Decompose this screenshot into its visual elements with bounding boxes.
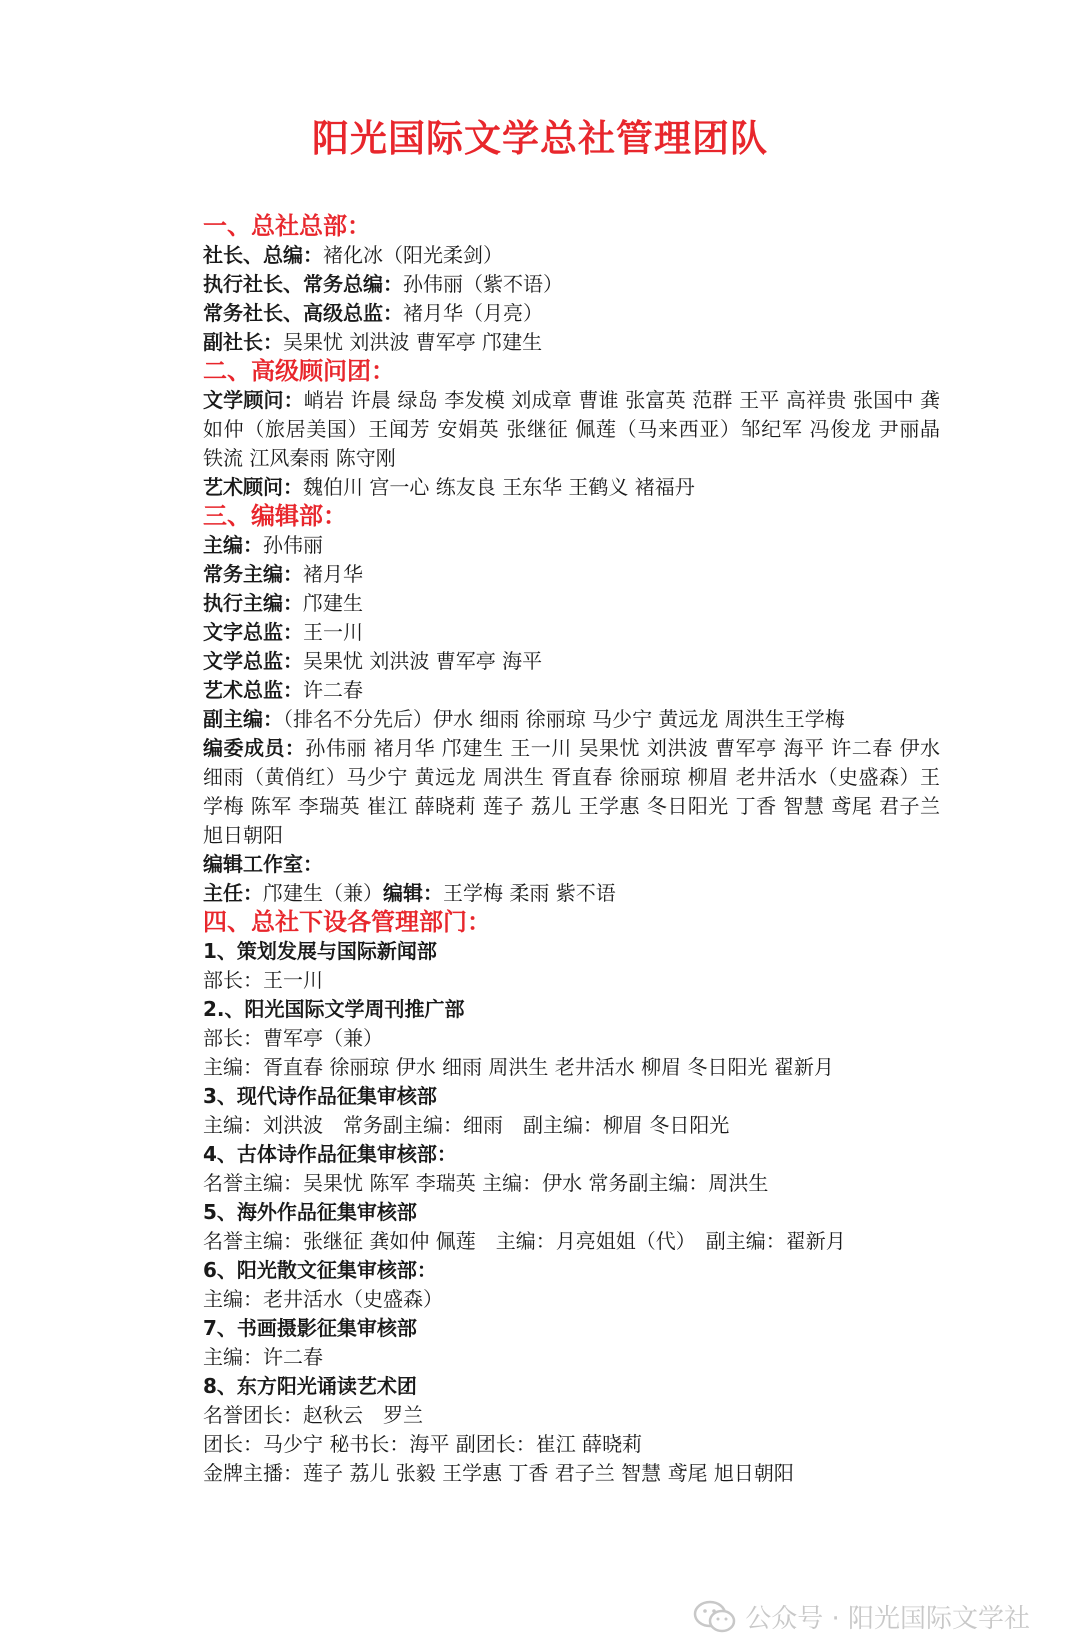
department-line: 名誉团长：赵秋云 罗兰 — [203, 1403, 423, 1427]
department-title: 8、东方阳光诵读艺术团 — [203, 1374, 417, 1398]
department-line: 主编：胥直春 徐丽琼 伊水 细雨 周洪生 老井活水 柳眉 冬日阳光 翟新月 — [203, 1055, 834, 1079]
editorial-line: 文学总监：吴果忧 刘洪波 曹军亭 海平 — [203, 649, 543, 673]
department-title: 7、书画摄影征集审核部 — [203, 1316, 417, 1340]
department-line: 部长：王一川 — [203, 968, 323, 992]
editorial-line: 执行主编：邝建生 — [203, 591, 363, 615]
department-line: 部长：曹军亭（兼） — [203, 1026, 383, 1050]
editorial-line: 文字总监：王一川 — [203, 620, 363, 644]
document-body — [203, 212, 943, 1488]
department-title: 5、海外作品征集审核部 — [203, 1200, 417, 1224]
department-line: 团长：马少宁 秘书长：海平 副团长：崔江 薛晓莉 — [203, 1432, 643, 1456]
editorial-line: 主编：孙伟丽 — [203, 533, 323, 557]
editorial-committee: 编委成员：孙伟丽 褚月华 邝建生 王一川 吴果忧 刘洪波 曹军亭 海平 许二春 伊水 细雨（黄俏红）马少宁 黄远龙 周洪生 胥直春 徐丽琼 柳眉 老井活水（史盛森）王学梅 陈军 李瑞英 崔江 薛晓莉 莲子 荔儿 王学惠 冬日阳光 丁香 智慧 鸢尾 君子兰 旭日朝阳 — [203, 736, 941, 847]
department-title: 4、古体诗作品征集审核部： — [203, 1142, 457, 1166]
section-heading-headquarters: 一、总社总部： — [203, 212, 371, 240]
section-heading-departments: 四、总社下设各管理部门： — [203, 908, 491, 936]
watermark-text: 公众号 · 阳光国际文学社 — [745, 1604, 1030, 1634]
literary-advisors: 文学顾问：峭岩 许晨 绿岛 李发模 刘成章 曹谁 张富英 范群 王平 高祥贵 张国中 龚如仲（旅居美国）王闻芳 安娟英 张继征 佩莲（马来西亚）邹纪军 冯俊龙 尹丽晶 铁流 江风秦雨 陈守刚 — [203, 388, 941, 470]
section-heading-advisors: 二、高级顾问团： — [203, 357, 395, 385]
editorial-line: 常务主编：褚月华 — [203, 562, 363, 586]
hq-line: 社长、总编：褚化冰（阳光柔剑） — [203, 243, 503, 267]
hq-line: 常务社长、高级总监：褚月华（月亮） — [203, 301, 543, 325]
department-title: 6、阳光散文征集审核部： — [203, 1258, 437, 1282]
department-line: 名誉主编：张继征 龚如仲 佩莲 主编：月亮姐姐（代） 副主编：翟新月 — [203, 1229, 846, 1253]
editorial-line: 副主编：（排名不分先后）伊水 细雨 徐丽琼 马少宁 黄远龙 周洪生王学梅 — [203, 707, 845, 731]
art-advisors: 艺术顾问：魏伯川 宫一心 练友良 王东华 王鹤义 褚福丹 — [203, 475, 695, 499]
department-line: 金牌主播：莲子 荔儿 张毅 王学惠 丁香 君子兰 智慧 鸢尾 旭日朝阳 — [203, 1461, 794, 1485]
wechat-icon — [693, 1600, 737, 1634]
editorial-line: 艺术总监：许二春 — [203, 678, 363, 702]
department-line: 主编：老井活水（史盛森） — [203, 1287, 443, 1311]
department-line: 名誉主编：吴果忧 陈军 李瑞英 主编：伊水 常务副主编：周洪生 — [203, 1171, 769, 1195]
department-title: 1、策划发展与国际新闻部 — [203, 939, 437, 963]
watermark — [693, 1598, 1030, 1635]
editorial-studio-heading: 编辑工作室： — [203, 852, 323, 876]
hq-line: 执行社长、常务总编：孙伟丽（紫不语） — [203, 272, 563, 296]
section-heading-editorial: 三、编辑部： — [203, 502, 347, 530]
editorial-studio-line: 主任：邝建生（兼）编辑：王学梅 柔雨 紫不语 — [203, 881, 616, 905]
department-title: 3、现代诗作品征集审核部 — [203, 1084, 437, 1108]
department-title: 2.、阳光国际文学周刊推广部 — [203, 997, 465, 1021]
hq-line: 副社长：吴果忧 刘洪波 曹军亭 邝建生 — [203, 330, 543, 354]
page-title: 阳光国际文学总社管理团队 — [312, 117, 768, 160]
department-line: 主编：许二春 — [203, 1345, 323, 1369]
department-line: 主编：刘洪波 常务副主编：细雨 副主编：柳眉 冬日阳光 — [203, 1113, 730, 1137]
